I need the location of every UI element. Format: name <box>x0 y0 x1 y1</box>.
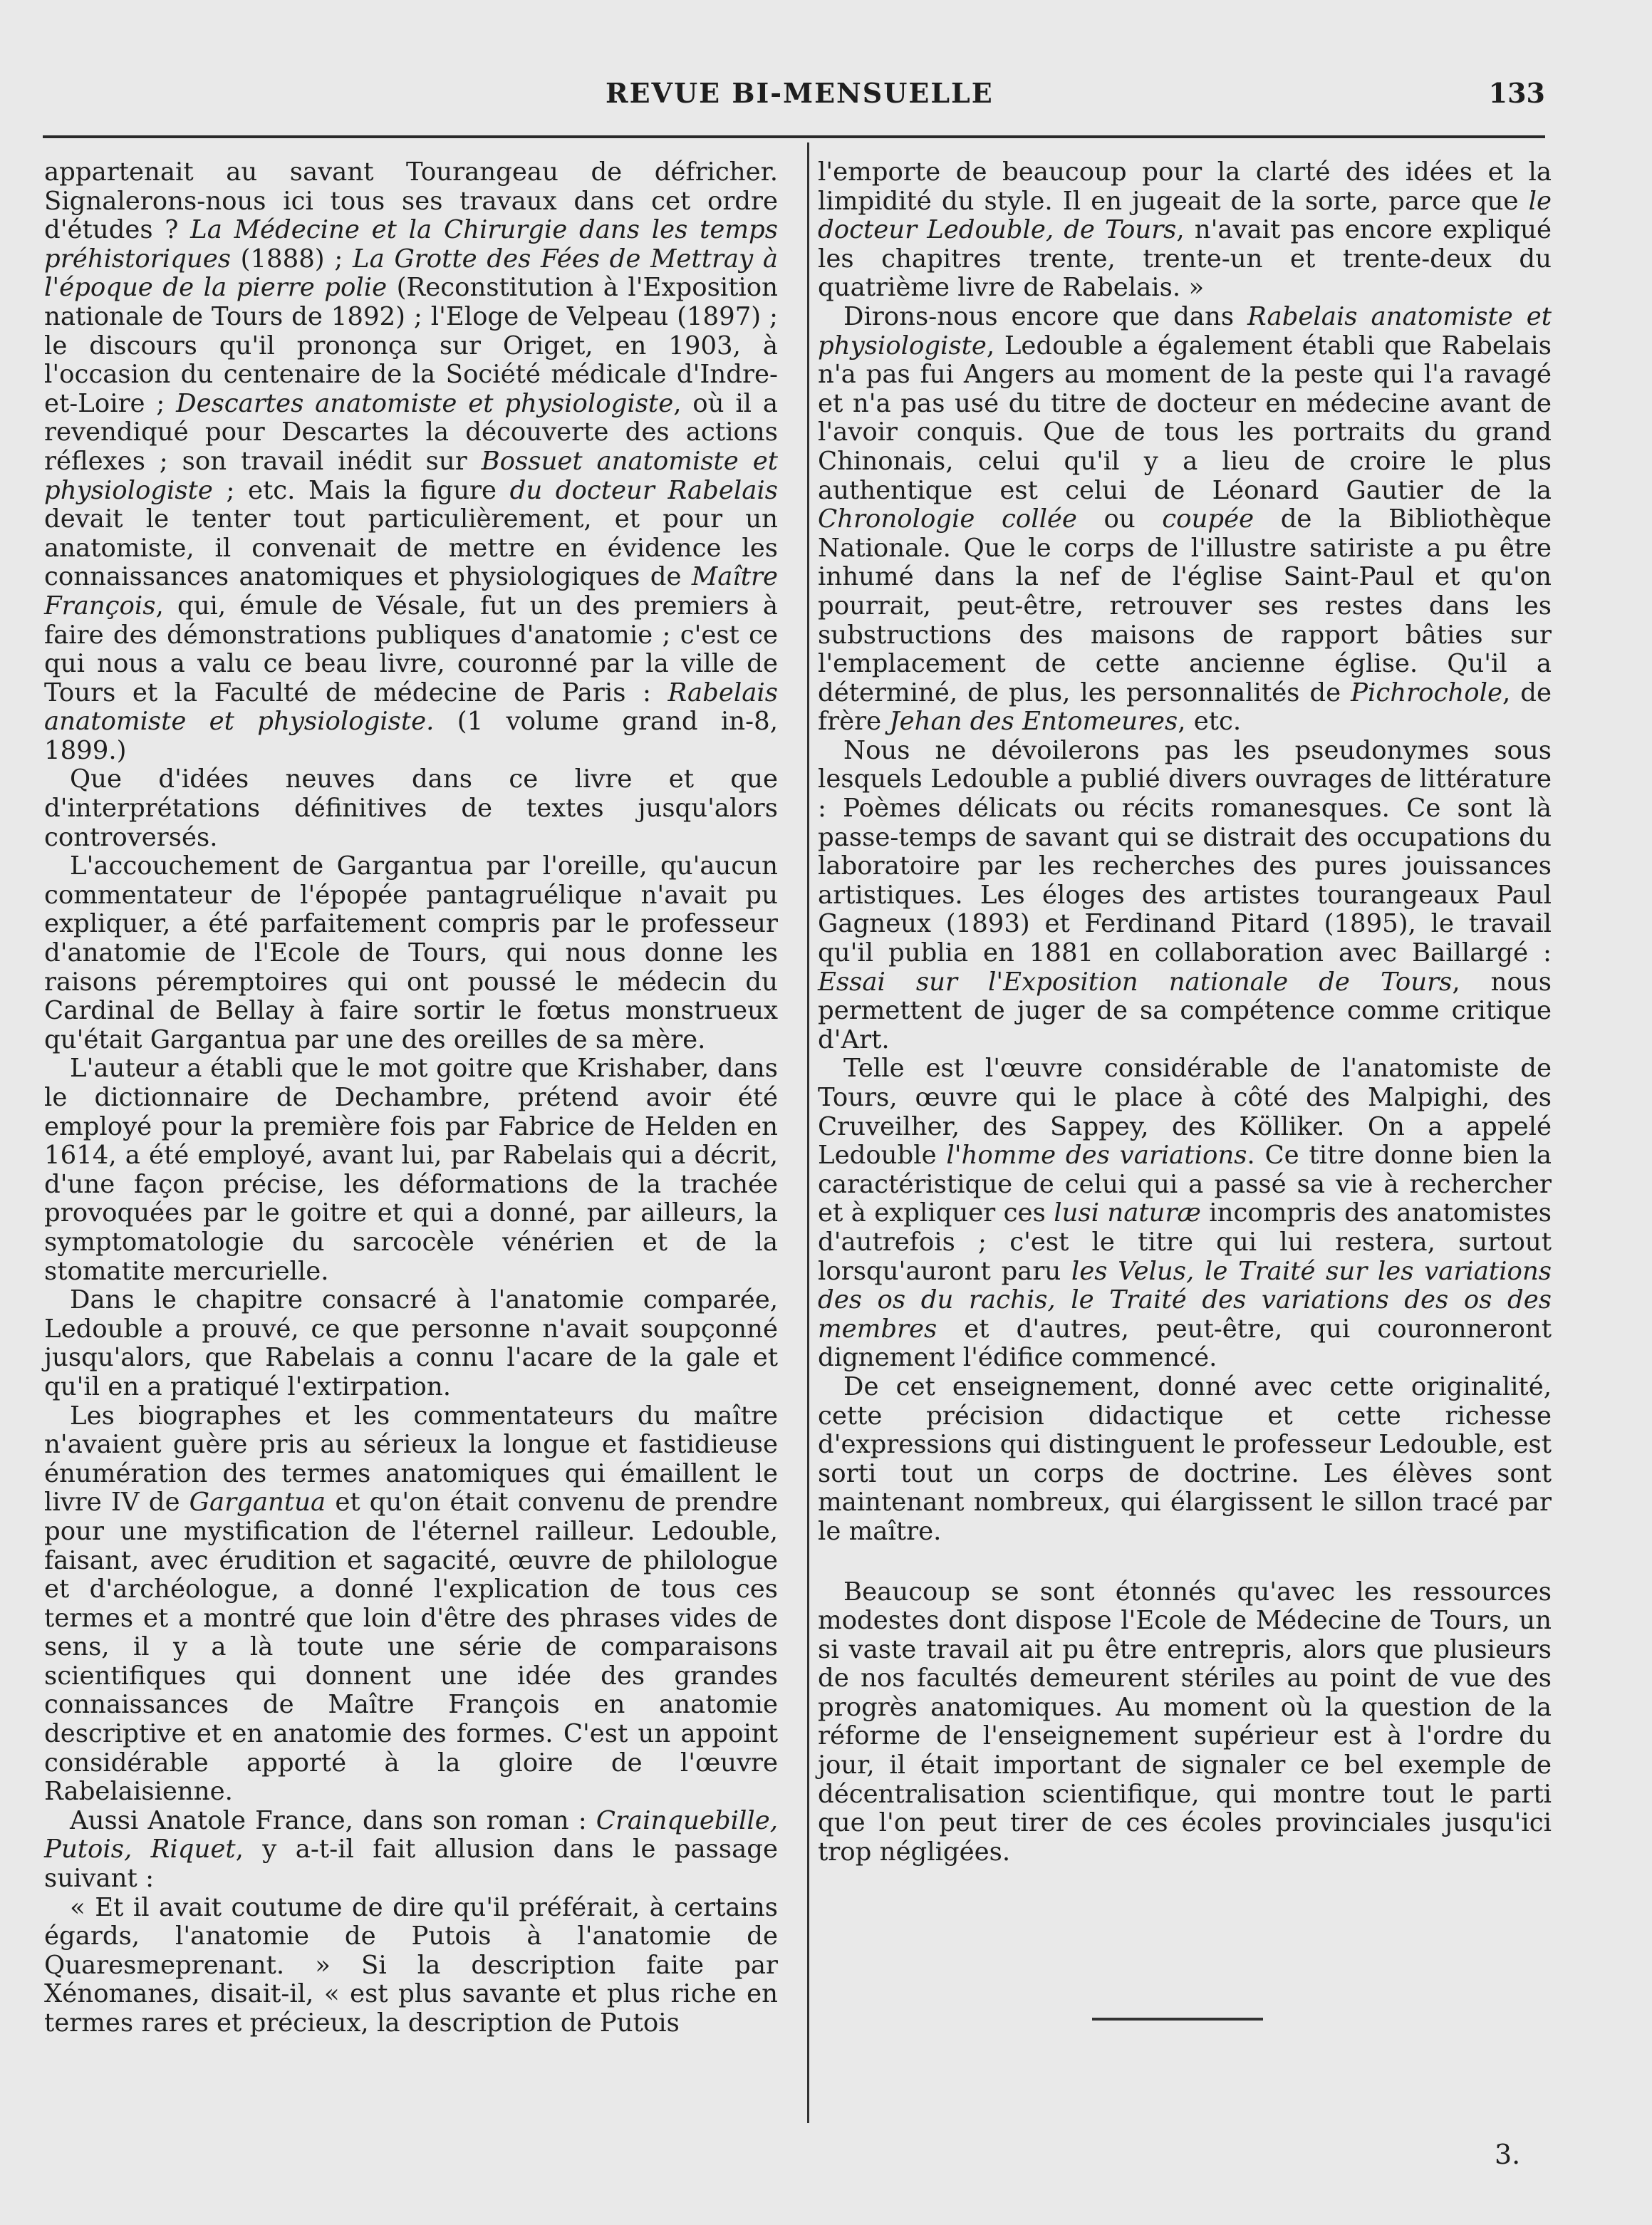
text-run: (1888) ; <box>230 244 353 274</box>
paragraph <box>818 303 1552 737</box>
paragraph: L'accouchement de Gargantua par l'oreille, qu'aucun commentateur de l'épopée pantagruélique n'avait pu expliquer, a été parfaitement compris par le professeur d'anatomie de l'Ecole de Tours, qui nous donne les raisons péremptoires qui ont poussé le médecin du Cardinal de Bellay à faire sortir le fœtus monstrueux qu'était Gargantua par une des oreilles de sa mère. <box>44 851 778 1054</box>
text-run: devait le tenter tout particulièrement, et pour un anatomiste, il convenait de mettre en évidence les connaissances anatomiques et physiologiques de <box>44 504 778 592</box>
italic-title: Chronologie collée <box>818 504 1077 534</box>
text-run: et qu'on était convenu de prendre pour une mystification de l'éternel railleur. Ledouble, faisant, avec érudition et sagacité, œuvre de philologue et d'archéologue, a donné l'explication de tous ces termes et a montré que loin d'être des phrases vides de sens, il y a là toute une série de comparaisons scientifiques qui donnent une idée des grandes connaissances de Maître François en anatomie descriptive et en anatomie des formes. C'est un appoint considérable apporté à la gloire de l'œuvre Rabelaisienne. <box>44 1488 778 1807</box>
italic-title: La Grotte des Fées de Mettray à l'époque de la pierre polie <box>44 244 779 303</box>
text-run: , nous permettent de juger de sa compétence comme critique d'Art. <box>818 967 1552 1054</box>
text-run: , de frère <box>818 678 1552 737</box>
paragraph <box>44 1402 778 1807</box>
paragraph: L'auteur a établi que le mot goitre que Krishaber, dans le dictionnaire de Dechambre, prétend avoir été employé pour la première fois par Fabrice de Helden en 1614, a été employé, avant lui, par Rabelais qui a décrit, d'une façon précise, les déformations de la trachée provoquées par le goitre et qui a donné, par ailleurs, la symptomatologie du sarcocèle vénérien et de la stomatite mercurielle. <box>44 1054 778 1286</box>
closing-rule <box>1092 2018 1263 2021</box>
paragraph <box>818 737 1552 1055</box>
text-run: , qui, émule de Vésale, fut un des premiers à faire des démonstrations publiques d'anatomie ; c'est ce qui nous a valu ce beau livre, couronné par la ville de Tours et la Faculté de médecine de Paris : <box>44 591 778 707</box>
text-run: Telle est l'œuvre considérable de l'anatomiste de Tours, œuvre qui le place à côté des Malpighi, des Cruveilher, des Sappey, des Kölliker. On a appelé Ledouble <box>818 1054 1552 1171</box>
text-run: Dirons-nous encore que dans <box>843 301 1247 331</box>
italic-title: les Velus, le Traité sur les variations des os du rachis, le Traité des variations des os des membres <box>818 1256 1552 1344</box>
page-header <box>43 77 1545 127</box>
text-run: de la Bibliothèque Nationale. Que le corps de l'illustre satiriste a pu être inhumé dans la nef de l'église Saint-Paul et qu'on pourrait, peut-être, retrouver ses restes dans les substructions des maisons de rapport bâties sur l'emplacement de cette ancienne église. Qu'il a déterminé, de plus, les personnalités de <box>818 504 1552 707</box>
paragraph <box>818 158 1552 303</box>
italic-title: Rabelais anatomiste et physiologiste <box>818 301 1552 361</box>
paragraph: Beaucoup se sont étonnés qu'avec les ressources modestes dont dispose l'Ecole de Médecine de Tours, un si vaste travail ait pu être entrepris, alors que plusieurs de nos facultés demeurent stériles au point de vue des progrès anatomiques. Au moment où la question de la réforme de l'enseignement supérieur est à l'ordre du jour, il était important de signaler ce bel exemple de décentralisation scientifique, qui montre tout le parti que l'on peut tirer de ces écoles provinciales jusqu'ici trop négligées. <box>818 1577 1552 1867</box>
column-divider <box>807 142 809 2123</box>
text-run: Aussi Anatole France, dans son roman : <box>70 1805 596 1835</box>
text-run: , n'avait pas encore expliqué les chapitres trente, trente-un et trente-deux du quatrième livre de Rabelais. » <box>818 215 1552 303</box>
italic-title: Jehan des Entomeures <box>889 707 1178 737</box>
paragraph: Dans le chapitre consacré à l'anatomie comparée, Ledouble a prouvé, ce que personne n'avait soupçonné jusqu'alors, que Rabelais a connu l'acare de la gale et qu'il en a pratiqué l'extirpation. <box>44 1285 778 1401</box>
text-run: incompris des anatomistes d'autrefois ; c'est le titre qui lui restera, surtout lorsqu'auront paru <box>818 1198 1552 1286</box>
header-rule <box>43 135 1545 138</box>
quotation: « Et il avait coutume de dire qu'il préférait, à certains égards, l'anatomie de Putois à l'anatomie de Quaresmeprenant. » Si la description faite par Xénomanes, disait-il, « est plus savante et plus riche en termes rares et précieux, la description de Putois <box>44 1892 778 2038</box>
paragraph: Que d'idées neuves dans ce livre et que d'interprétations définitives de textes jusqu'alors controversés. <box>44 764 778 852</box>
paragraph <box>44 158 778 765</box>
text-run: l'emporte de beaucoup pour la clarté des idées et la limpidité du style. Il en jugeait de la sorte, parce que <box>818 157 1552 216</box>
text-run: Les biographes et les commentateurs du maître n'avaient guère pris au sérieux la longue et fastidieuse énumération des termes anatomiques qui émaillent le livre IV de <box>44 1401 778 1518</box>
text-run: ; etc. Mais la figure <box>212 475 510 505</box>
text-run: , y a-t-il fait allusion dans le passage suivant : <box>44 1835 778 1894</box>
right-column <box>818 158 1552 1867</box>
italic-title: le docteur Ledouble, de Tours <box>818 186 1552 245</box>
italic-title: Crainquebille, Putois, Riquet <box>44 1805 778 1864</box>
text-run: et d'autres, peut-être, qui couronneront dignement l'édifice commencé. <box>818 1314 1552 1373</box>
italic-title: Rabelais anatomiste et physiologiste. <box>44 678 778 737</box>
page-number: 133 <box>1488 77 1545 109</box>
text-run: , où il a revendiqué pour Descartes la découverte des actions réflexes ; son travail inédit sur <box>44 388 778 476</box>
text-run: (Reconstitution à l'Exposition nationale de Tours de 1892) ; l'Eloge de Velpeau (1897) ; le discours qu'il prononça sur Origet, en 1903, à l'occasion du centenaire de la Société médicale d'Indre-et-Loire ; <box>44 273 778 418</box>
text-run: appartenait au savant Tourangeau de défricher. Signalerons-nous ici tous ses travaux dans cet ordre d'études ? <box>44 157 778 245</box>
paragraph <box>44 1807 778 1894</box>
text-run: , etc. <box>1178 707 1242 737</box>
paragraph <box>818 1054 1552 1373</box>
italic-title: Essai sur l'Exposition nationale de Tours <box>818 967 1453 997</box>
text-run: ou <box>1076 504 1163 534</box>
italic-title: lusi naturæ <box>1054 1198 1201 1228</box>
running-title: REVUE BI-MENSUELLE <box>606 77 994 109</box>
italic-title: Maître François <box>44 562 778 621</box>
italic-title: La Médecine et la Chirurgie dans les temps préhistoriques <box>44 215 778 274</box>
text-run: (1 volume grand in-8, 1899.) <box>44 707 779 765</box>
italic-title: Gargantua <box>189 1488 326 1518</box>
italic-title: Pichrochole <box>1351 678 1502 707</box>
text-run: Nous ne dévoilerons pas les pseudonymes sous lesquels Ledouble a publié divers ouvrages de littérature : Poèmes délicats ou récits romanesques. Ce sont là passe-temps de savant qui se distrait des occupations du laboratoire par les recherches des pures jouissances artistiques. Les éloges des artistes tourangeaux Paul Gagneux (1893) et Ferdinand Pitard (1895), le travail qu'il publia en 1881 en collaboration avec Baillargé : <box>818 735 1552 968</box>
italic-title: coupée <box>1162 504 1254 534</box>
italic-title: Descartes anatomiste et physiologiste <box>176 388 674 418</box>
paragraph: De cet enseignement, donné avec cette originalité, cette précision didactique et cette richesse d'expressions qui distinguent le professeur Ledouble, est sorti tout un corps de doctrine. Les élèves sont maintenant nombreux, qui élargissent le sillon tracé par le maître. <box>818 1371 1552 1546</box>
italic-title: Bossuet anatomiste et physiologiste <box>44 446 778 505</box>
text-run: , Ledouble a également établi que Rabelais n'a pas fui Angers au moment de la peste qui l'a ravagé et n'a pas usé du titre de docteur en médecine avant de l'avoir conquis. Que de tous les portraits du grand Chinonais, celui qu'il y a lieu de croire le plus authentique est celui de Léonard Gautier de la <box>818 331 1552 505</box>
folio-mark: 3. <box>1495 2139 1521 2170</box>
left-column <box>44 158 778 2038</box>
italic-title: l'homme des variations <box>946 1141 1247 1171</box>
text-run: . Ce titre donne bien la caractéristique de celui qui a passé sa vie à rechercher et à expliquer ces <box>818 1141 1552 1228</box>
italic-title: du docteur Rabelais <box>509 475 778 505</box>
